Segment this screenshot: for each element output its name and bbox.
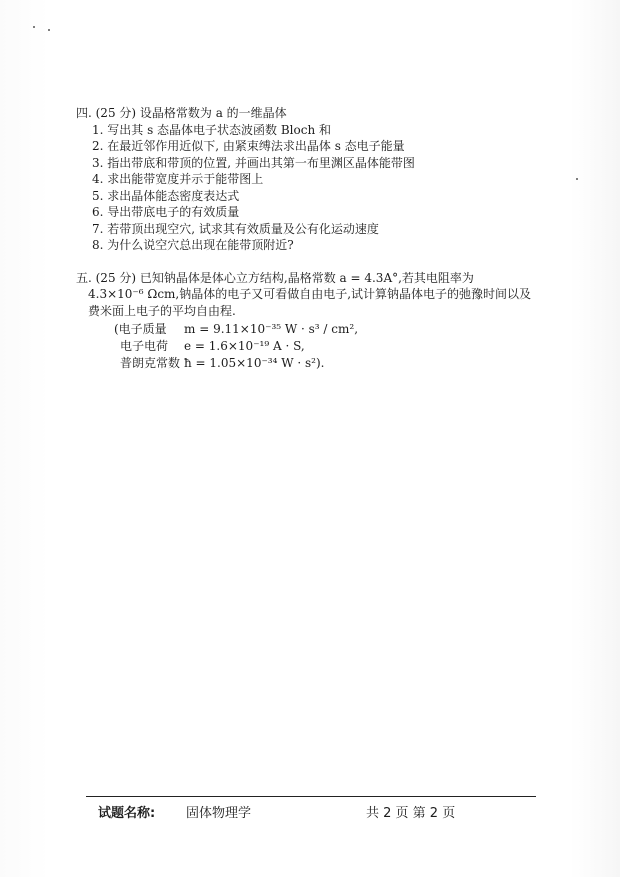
exam-name-label: 试题名称: xyxy=(98,806,156,821)
scan-speck xyxy=(576,178,578,180)
constant-value: e = 1.6×10⁻¹⁹ A · S, xyxy=(184,339,305,353)
exam-content xyxy=(76,105,576,372)
question-4 xyxy=(76,105,576,254)
question-5-line: 4.3×10⁻⁶ Ωcm,钠晶体的电子又可看做自由电子,试计算钠晶体电子的弛豫时间以及 xyxy=(88,287,532,301)
question-4-items xyxy=(92,122,576,254)
question-4-item: 6. 导出带底电子的有效质量 xyxy=(92,205,240,219)
question-4-item: 4. 求出能带宽度并示于能带图上 xyxy=(92,172,264,186)
constant-label: 普朗克常数 xyxy=(120,356,181,370)
page-footer xyxy=(86,796,536,821)
question-4-title: 四. (25 分) 设晶格常数为 a 的一维晶体 xyxy=(76,106,287,120)
constant-row xyxy=(114,321,576,338)
question-5-line: 五. (25 分) 已知钠晶体是体心立方结构,晶格常数 a = 4.3A°,若其电阻率为 xyxy=(76,270,474,285)
exam-name: 固体物理学 xyxy=(186,806,252,821)
constant-row xyxy=(114,338,576,355)
question-5-line: 费米面上电子的平均自由程. xyxy=(88,303,236,318)
constant-value: ħ = 1.05×10⁻³⁴ W · s²). xyxy=(184,356,325,370)
scan-speck xyxy=(33,26,35,28)
question-4-item: 1. 写出其 s 态晶体电子状态波函数 Bloch 和 xyxy=(92,122,332,137)
page-count: 共 2 页 第 2 页 xyxy=(366,806,456,821)
constant-row xyxy=(114,355,576,372)
question-4-item: 2. 在最近邻作用近似下, 由紧束缚法求出晶体 s 态电子能量 xyxy=(92,139,405,153)
question-4-item: 5. 求出晶体能态密度表达式 xyxy=(92,188,240,203)
scan-speck xyxy=(48,29,50,31)
constant-label: 电子电荷 xyxy=(120,339,169,353)
question-4-item: 7. 若带顶出现空穴, 试求其有效质量及公有化运动速度 xyxy=(92,221,379,236)
constants-list xyxy=(114,321,576,372)
constant-label: (电子质量 xyxy=(114,322,167,336)
constant-value: m = 9.11×10⁻³⁵ W · s³ / cm², xyxy=(184,322,359,336)
question-4-item: 3. 指出带底和带顶的位置, 并画出其第一布里渊区晶体能带图 xyxy=(92,155,415,170)
question-4-item: 8. 为什么说空穴总出现在能带顶附近? xyxy=(92,238,294,252)
question-5 xyxy=(76,270,576,373)
